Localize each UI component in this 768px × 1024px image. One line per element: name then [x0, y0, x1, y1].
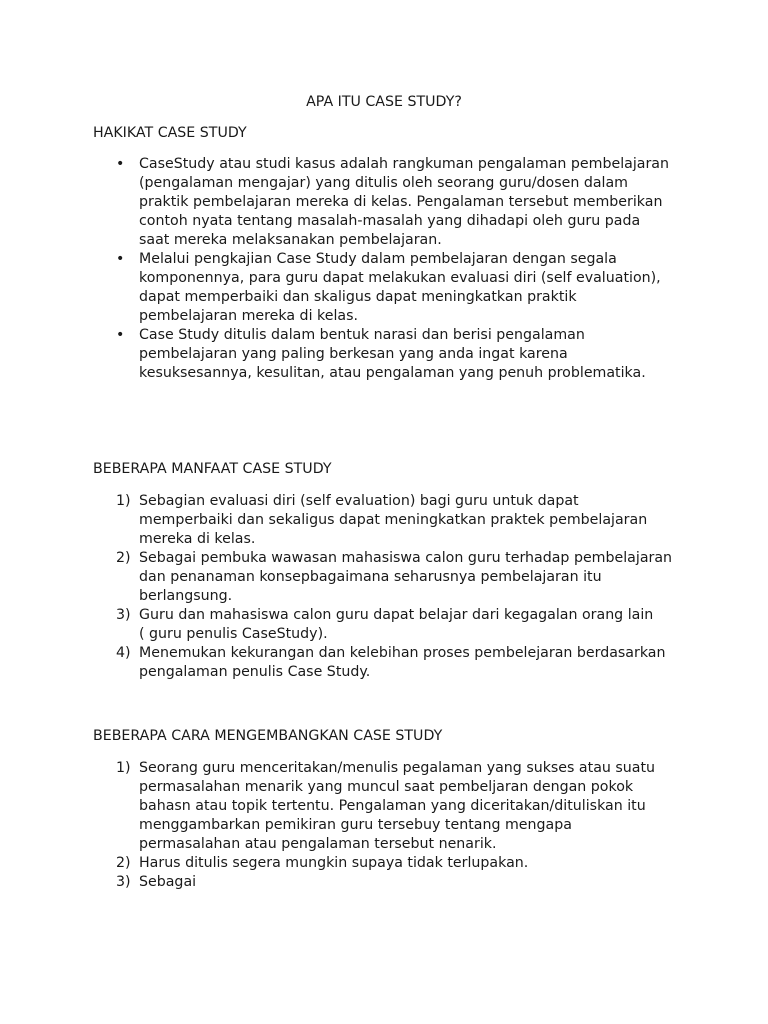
- cara-numbered-list: [0, 759, 656, 892]
- list-item-text-line: dapat memperbaiki dan skaligus dapat meningkatkan praktik: [139, 289, 577, 305]
- list-item-text-line: Sebagai pembuka wawasan mahasiswa calon guru terhadap pembelajaran: [139, 550, 673, 566]
- list-item: [0, 492, 648, 549]
- list-item-text-line: Sebagai: [139, 874, 197, 890]
- list-item: [0, 759, 656, 854]
- section-heading-hakikat: HAKIKAT CASE STUDY: [93, 125, 247, 141]
- section-heading-manfaat: BEBERAPA MANFAAT CASE STUDY: [93, 461, 332, 477]
- list-item-text-line: CaseStudy atau studi kasus adalah rangkuman pengalaman pembelajaran: [139, 156, 669, 172]
- list-item-text-line: Seorang guru menceritakan/menulis pegalaman yang sukses atau suatu: [139, 760, 656, 776]
- list-item-text-line: contoh nyata tentang masalah-masalah yang dihadapi oleh guru pada: [139, 213, 641, 229]
- list-item: [0, 549, 673, 606]
- list-item-text-line: bahasn atau topik tertentu. Pengalaman yang diceritakan/dituliskan itu: [139, 798, 646, 814]
- list-item-text-line: dan penanaman konsepbagaimana seharusnya pembelajaran itu: [139, 569, 602, 585]
- list-item-text-line: memperbaiki dan sekaligus dapat meningkatkan praktek pembelajaran: [139, 512, 648, 528]
- list-number: 2): [116, 855, 131, 871]
- list-item: [0, 606, 654, 644]
- list-item: [0, 250, 661, 326]
- list-number: 3): [116, 607, 131, 623]
- list-item-text-line: praktik pembelajaran mereka di kelas. Pengalaman tersebut memberikan: [139, 194, 663, 210]
- bullet-marker: •: [116, 251, 125, 267]
- list-item: [0, 854, 560, 873]
- list-item-text-line: Melalui pengkajian Case Study dalam pembelajaran dengan segala: [139, 251, 617, 267]
- list-number: 1): [116, 493, 131, 509]
- list-item-text-line: kesuksesannya, kesulitan, atau pengalaman yang penuh problematika.: [139, 365, 646, 381]
- list-item: [0, 644, 666, 682]
- list-item: [0, 326, 646, 383]
- list-item-text-line: pembelajaran yang paling berkesan yang anda ingat karena: [139, 346, 568, 362]
- list-item-text-line: permasalahan menarik yang muncul saat pembeljaran dengan pokok: [139, 779, 634, 795]
- list-item-text-line: Menemukan kekurangan dan kelebihan proses pembelejaran berdasarkan: [139, 645, 666, 661]
- list-number: 4): [116, 645, 131, 661]
- list-item-text-line: Sebagian evaluasi diri (self evaluation) bagi guru untuk dapat: [139, 493, 579, 509]
- bullet-marker: •: [116, 327, 125, 343]
- list-item-text-line: pembelajaran mereka di kelas.: [139, 308, 358, 324]
- list-item-text-line: saat mereka melaksanakan pembelajaran.: [139, 232, 442, 248]
- list-item: [0, 155, 669, 250]
- list-item-text-line: Case Study ditulis dalam bentuk narasi dan berisi pengalaman: [139, 327, 585, 343]
- list-number: 3): [116, 874, 131, 890]
- list-item-text-line: ( guru penulis CaseStudy).: [139, 626, 328, 642]
- list-number: 1): [116, 760, 131, 776]
- bullet-marker: •: [116, 156, 125, 172]
- list-item-text-line: (pengalaman mengajar) yang ditulis oleh seorang guru/dosen dalam: [139, 175, 629, 191]
- list-item-text-line: permasalahan atau pengalaman tersebut nenarik.: [139, 836, 497, 852]
- list-item: [0, 873, 560, 892]
- document-title: APA ITU CASE STUDY?: [306, 94, 462, 110]
- hakikat-bullet-list: [0, 155, 669, 383]
- manfaat-numbered-list: [0, 492, 673, 682]
- list-number: 2): [116, 550, 131, 566]
- list-item-text-line: Guru dan mahasiswa calon guru dapat belajar dari kegagalan orang lain: [139, 607, 654, 623]
- list-item-text-line: pengalaman penulis Case Study.: [139, 664, 371, 680]
- list-item-text-line: komponennya, para guru dapat melakukan evaluasi diri (self evaluation),: [139, 270, 661, 286]
- list-item-text-line: mereka di kelas.: [139, 531, 256, 547]
- section-heading-cara: BEBERAPA CARA MENGEMBANGKAN CASE STUDY: [93, 728, 443, 744]
- list-item-text-line: Harus ditulis segera mungkin supaya tidak terlupakan.: [139, 855, 529, 871]
- list-item-text-line: berlangsung.: [139, 588, 233, 604]
- list-item-text-line: menggambarkan pemikiran guru tersebuy tentang mengapa: [139, 817, 572, 833]
